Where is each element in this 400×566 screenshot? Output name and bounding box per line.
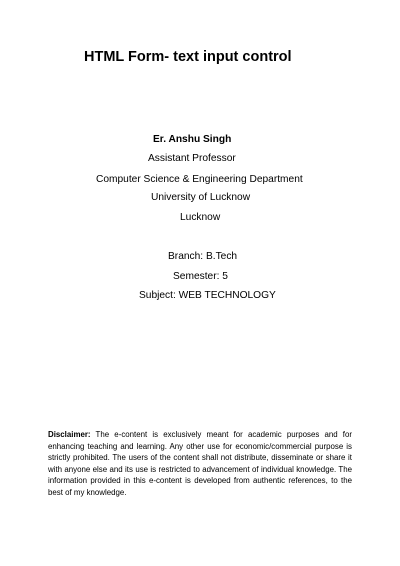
course-subject: Subject: WEB TECHNOLOGY [139,290,276,301]
document-title: HTML Form- text input control [84,49,292,65]
course-branch: Branch: B.Tech [168,251,238,262]
author-designation: Assistant Professor [148,153,236,164]
author-department: Computer Science & Engineering Department [96,174,303,185]
author-name: Er. Anshu Singh [153,134,232,145]
author-university: University of Lucknow [151,192,251,203]
author-city: Lucknow [180,212,221,223]
disclaimer-label: Disclaimer: [48,430,91,439]
disclaimer-text: The e-content is exclusively meant for academic purposes and for enhancing teaching and learning. Any other use for economic/commercial purpose is strictly prohibited. The users of the content shall not distribute, disseminate or share it with anyone else and its use is restricted to advancement of individual knowledge. The information provided in this e-content is developed from authentic references, to the best of my knowledge. [48,430,352,497]
course-semester: Semester: 5 [173,271,228,282]
disclaimer-paragraph [48,429,352,499]
